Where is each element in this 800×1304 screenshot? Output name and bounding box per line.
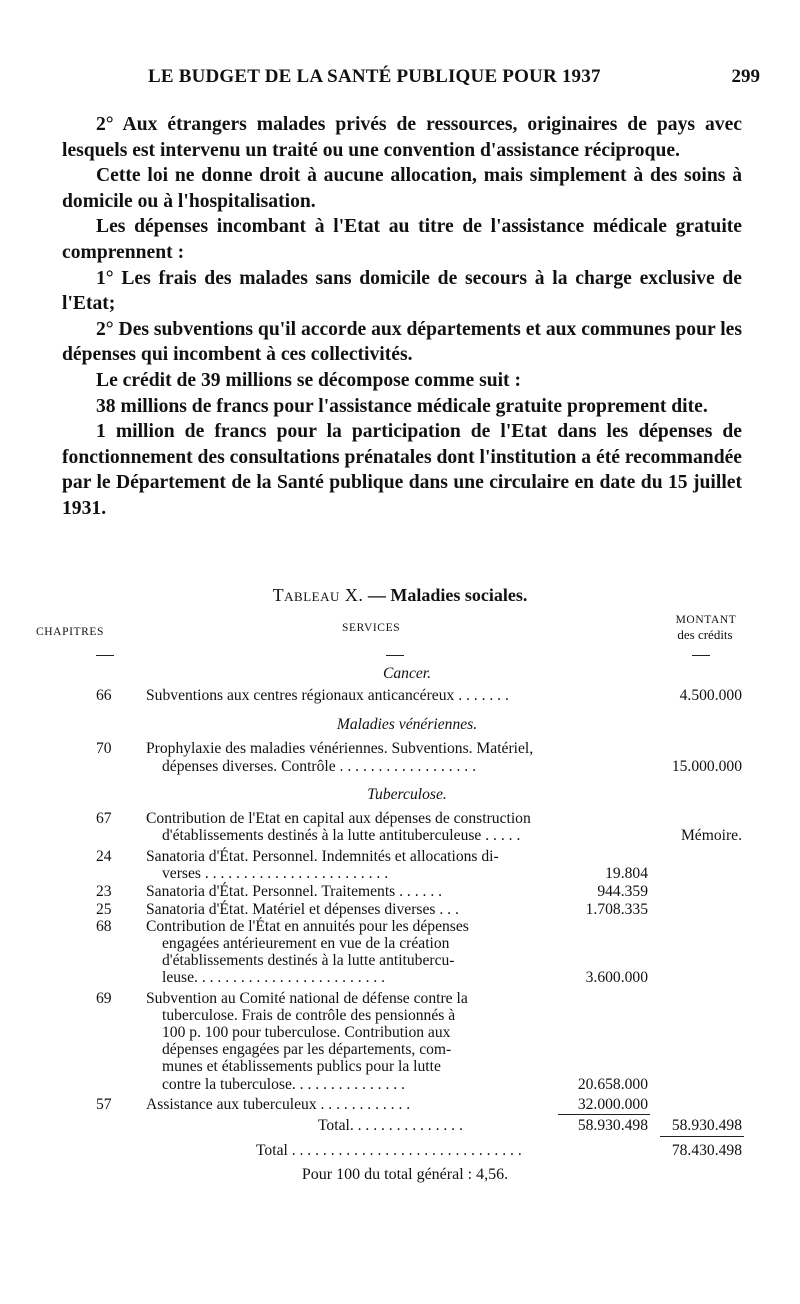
total-label: Total . . . . . . . . . . . . . . . . . . . . . . . . . . . . . . xyxy=(256,1142,522,1159)
service-line: contre la tuberculose. . . . . . . . . . . . . . . xyxy=(162,1076,405,1093)
chapter-number: 23 xyxy=(96,883,112,900)
section-cancer: Cancer. xyxy=(382,665,432,682)
paragraph: 2° Des subventions qu'il accorde aux départements et aux communes pour les dépenses qui incombent à ces collectivités. xyxy=(62,318,742,366)
body-text xyxy=(62,112,742,522)
chapter-number: 67 xyxy=(96,810,112,827)
section-tuberculose: Tuberculose. xyxy=(367,786,447,803)
service-line: Sanatoria d'État. Personnel. Indemnités et allocations di- xyxy=(146,848,499,865)
service-line: tuberculose. Frais de contrôle des pensionnés à xyxy=(162,1007,456,1024)
service-line: dépenses engagées par les départements, com- xyxy=(162,1041,452,1058)
paragraph: Cette loi ne donne droit à aucune allocation, mais simplement à des soins à domicile ou à l'hospitalisation. xyxy=(62,165,742,212)
service-line: munes et établissements publics pour la lutte xyxy=(162,1058,441,1075)
service-line: 100 p. 100 pour tuberculose. Contribution aux xyxy=(162,1024,451,1041)
page-number: 299 xyxy=(731,66,760,87)
header-dash xyxy=(386,655,404,656)
chapter-number: 57 xyxy=(96,1096,112,1113)
service-line: Contribution de l'État en annuités pour les dépenses xyxy=(146,918,469,935)
service-line: Contribution de l'Etat en capital aux dépenses de construction xyxy=(146,810,531,827)
service-line: Assistance aux tuberculeux . . . . . . . . . . . . xyxy=(146,1096,411,1113)
subtotal-sous-montant: 58.930.498 xyxy=(577,1117,648,1134)
chapter-number: 25 xyxy=(96,901,112,918)
page-header xyxy=(100,66,760,96)
service-line: Sanatoria d'État. Matériel et dépenses diverses . . . xyxy=(146,901,459,918)
total-rule xyxy=(660,1136,744,1137)
col-header-services: SERVICES xyxy=(342,622,401,634)
chapter-number: 24 xyxy=(96,848,112,865)
sous-montant-value: 944.359 xyxy=(597,883,648,900)
paragraph: 2° Aux étrangers malades privés de ressources, originaires de pays avec lesquels est intervenu un traité ou une convention d'assistance réciproque. xyxy=(62,114,742,161)
service-line: Sanatoria d'État. Personnel. Traitements . . . . . . xyxy=(146,883,443,900)
service-line: Subvention au Comité national de défense contre la xyxy=(146,990,468,1007)
service-line: Subventions aux centres régionaux anticancéreux . . . . . . . xyxy=(146,687,509,704)
section-veneriennes: Maladies vénériennes. xyxy=(336,716,478,733)
col-header-chapitres: CHAPITRES xyxy=(36,626,105,638)
paragraph: Le crédit de 39 millions se décompose comme suit : xyxy=(96,369,522,391)
header-dash xyxy=(96,655,114,656)
subtotal-label: Total. . . . . . . . . . . . . . . xyxy=(318,1117,463,1134)
sous-montant-value: 19.804 xyxy=(605,865,648,882)
paragraph: 1 million de francs pour la participation de l'Etat dans les dépenses de fonctionnement des consultations prénatales dont l'institution a été recommandée par le Département de la Santé publique dans une circulaire en date du 15 juillet 1931. xyxy=(62,421,742,519)
chapter-number: 68 xyxy=(96,918,112,935)
header-dash xyxy=(692,655,710,656)
service-line: leuse. . . . . . . . . . . . . . . . . . . . . . . . . xyxy=(162,969,386,986)
table-title-text: — Maladies sociales. xyxy=(367,585,528,605)
table-label: Tableau X. xyxy=(272,585,364,605)
montant-value: 15.000.000 xyxy=(671,758,742,775)
chapter-number: 69 xyxy=(96,990,112,1007)
paragraph: Les dépenses incombant à l'Etat au titre de l'assistance médicale gratuite comprennent : xyxy=(62,216,742,263)
paragraph: 38 millions de francs pour l'assistance médicale gratuite proprement dite. xyxy=(96,395,708,417)
montant-value: Mémoire. xyxy=(680,827,742,844)
service-line: d'établissements destinés à la lutte antitubercu- xyxy=(162,952,455,969)
running-title: LE BUDGET DE LA SANTÉ PUBLIQUE POUR 1937 xyxy=(148,66,601,87)
sous-montant-value: 1.708.335 xyxy=(585,901,648,918)
table-title xyxy=(0,585,800,606)
sous-montant-value: 3.600.000 xyxy=(585,969,648,986)
chapter-number: 66 xyxy=(96,687,112,704)
service-line: dépenses diverses. Contrôle . . . . . . . . . . . . . . . . . . xyxy=(162,758,476,775)
sous-montant-value: 32.000.000 xyxy=(577,1096,648,1113)
col-header-montant: MONTANT xyxy=(675,614,737,626)
service-line: engagées antérieurement en vue de la création xyxy=(162,935,450,952)
table-footer: Pour 100 du total général : 4,56. xyxy=(301,1166,509,1183)
service-line: Prophylaxie des maladies vénériennes. Subventions. Matériel, xyxy=(146,740,534,757)
paragraph: 1° Les frais des malades sans domicile de secours à la charge exclusive de l'Etat; xyxy=(62,267,742,315)
subtotal-rule xyxy=(558,1114,650,1115)
col-header-montant-sub: des crédits xyxy=(677,627,733,642)
subtotal-montant: 58.930.498 xyxy=(671,1117,742,1134)
montant-value: 4.500.000 xyxy=(679,687,742,704)
service-line: d'établissements destinés à la lutte antituberculeuse . . . . . xyxy=(162,827,521,844)
chapter-number: 70 xyxy=(96,740,112,757)
sous-montant-value: 20.658.000 xyxy=(577,1076,648,1093)
total-montant: 78.430.498 xyxy=(671,1142,742,1159)
service-line: verses . . . . . . . . . . . . . . . . . . . . . . . . xyxy=(162,865,389,882)
